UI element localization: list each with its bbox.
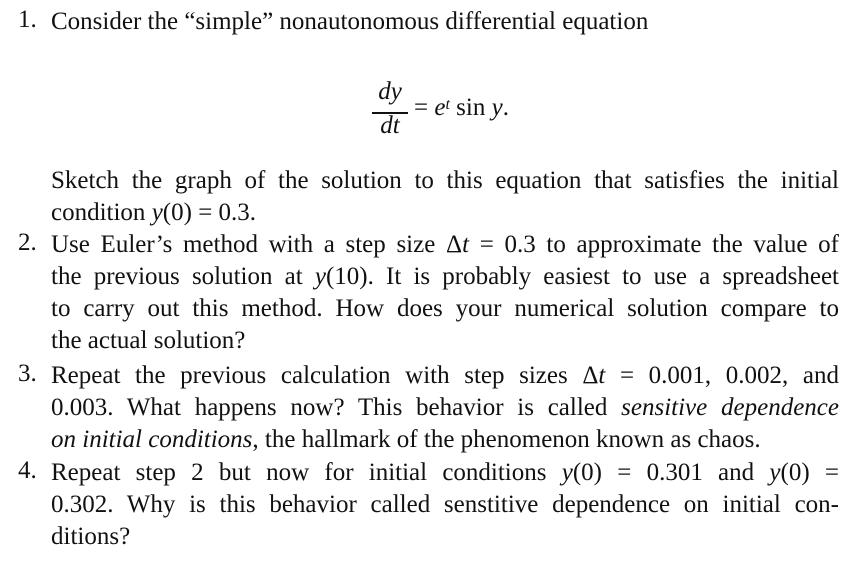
- item-3-line-2-text: 0.003. What happens now? This behavior is called: [51, 394, 622, 421]
- item-3-line-3-end: , the hallmark of the phenomenon known as chaos.: [252, 426, 761, 453]
- item-2-line-1-end: = 0.3 to approximate the value of: [469, 231, 839, 258]
- item-2-var-t: t: [462, 231, 470, 258]
- item-2-line-2-end: (10). It is probably easiest to use a spreadsheet: [325, 263, 839, 290]
- item-3-italic-term-end: on initial conditions: [51, 426, 253, 453]
- item-3-number: 3.: [18, 360, 37, 387]
- item-1-number: 1.: [18, 6, 37, 33]
- item-3-var-t: t: [598, 362, 606, 389]
- exp-base: e: [434, 94, 446, 121]
- item-4-line-1-text: Repeat step 2 but now for initial conditions: [51, 459, 562, 486]
- exp-power: t: [445, 96, 450, 113]
- item-3-line-2: [51, 392, 839, 423]
- equation-variable: y: [491, 94, 503, 121]
- equation-rhs: [414, 94, 509, 122]
- item-4-line-3: ditions?: [51, 523, 131, 550]
- item-4-var-y-1: y: [561, 459, 573, 486]
- item-1-line-2: [51, 197, 839, 228]
- item-3-italic-term: sensitive dependence: [621, 394, 839, 421]
- item-1-intro: Consider the “simple” nonautonomous differential equation: [51, 8, 649, 35]
- fraction-denominator: dt: [380, 112, 400, 139]
- equals-sign: =: [414, 94, 429, 121]
- item-3-line-1-end: = 0.001, 0.002, and: [605, 362, 839, 389]
- item-2-line-2-text: the previous solution at: [51, 263, 315, 290]
- fraction-numerator: dy: [378, 78, 402, 105]
- item-4-number: 4.: [18, 457, 37, 484]
- item-2-var-y: y: [314, 263, 326, 290]
- item-1-line-2-end: (0) = 0.3.: [162, 199, 257, 226]
- item-4-line-1: [51, 457, 839, 488]
- item-2-number: 2.: [18, 229, 37, 256]
- item-4-line-1-mid: (0) = 0.301 and: [572, 459, 770, 486]
- item-2-line-1: [51, 229, 839, 260]
- item-1-var-y: y: [151, 199, 163, 226]
- item-3-line-3: [51, 424, 839, 455]
- item-2-line-3: to carry out this method. How does your numerical solution compare to: [51, 295, 839, 322]
- item-3-line-1: [51, 360, 839, 391]
- item-2-line-2: [51, 261, 839, 292]
- equation-period: .: [502, 94, 509, 121]
- sin-function: sin: [456, 94, 486, 121]
- item-2-line-1-text: Use Euler’s method with a step size Δ: [51, 231, 463, 258]
- item-3-line-1-text: Repeat the previous calculation with step sizes Δ: [51, 362, 599, 389]
- item-1-line-1: Sketch the graph of the solution to this equation that satisfies the initial: [51, 167, 839, 194]
- item-4-line-1-end: (0) =: [780, 459, 840, 486]
- item-1-line-2-text: condition: [51, 199, 152, 226]
- item-4-line-2: 0.302. Why is this behavior called senstitive dependence on initial con-: [51, 491, 839, 518]
- item-2-line-4: the actual solution?: [51, 327, 246, 354]
- item-4-var-y-2: y: [769, 459, 781, 486]
